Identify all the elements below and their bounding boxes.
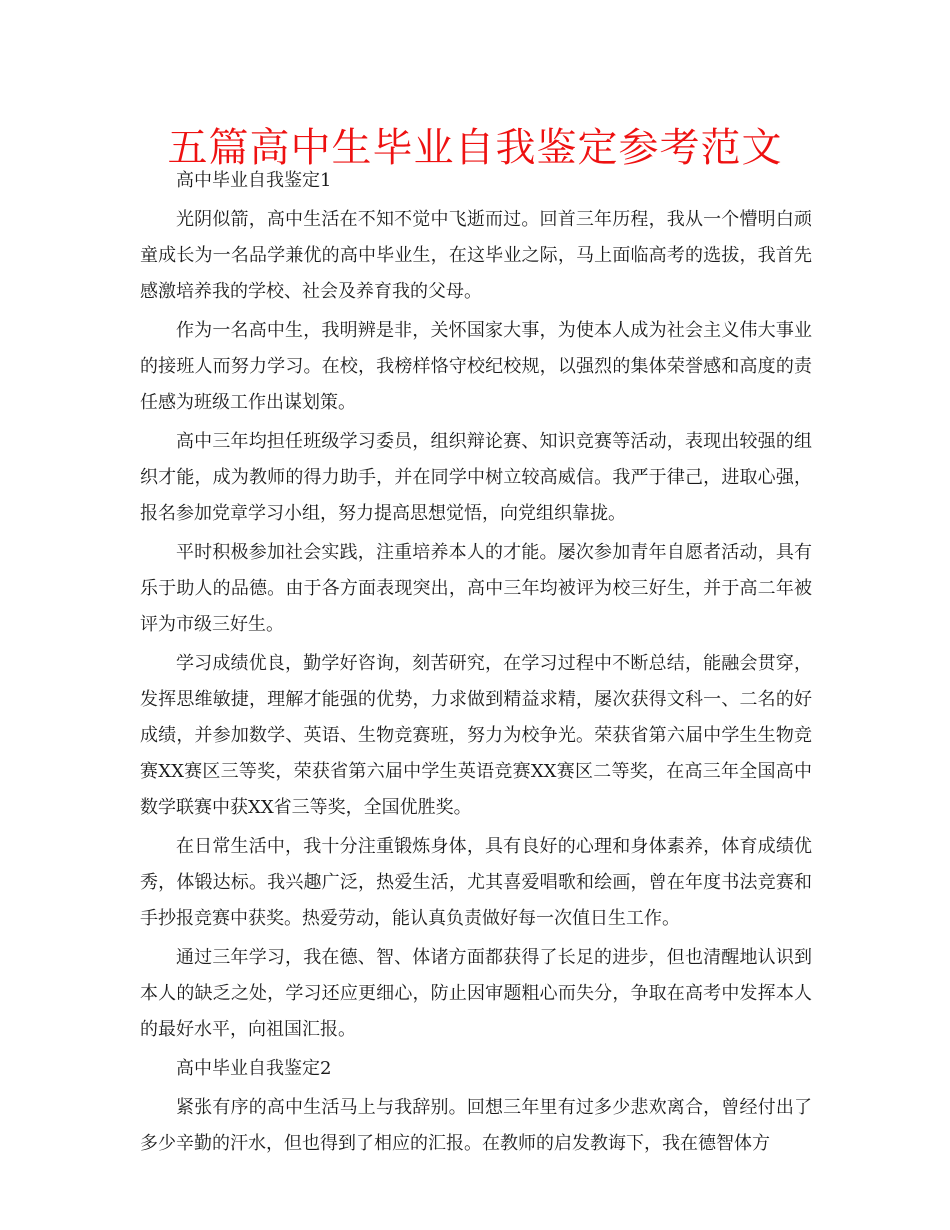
paragraph: 学习成绩优良，勤学好咨询，刻苦研究，在学习过程中不断总结，能融会贯穿，发挥思维敏捷，理解才能强的优势，力求做到精益求精，屡次获得文科一、二名的好成绩，并参加数学、英语、生物竞赛班，努力为校争光。荣获省第六届中学生生物竞赛XX赛区三等奖，荣获省第六届中学生英语竞赛XX赛区二等奖，在高三年全国高中数学联赛中获XX省三等奖，全国优胜奖。 <box>140 653 812 818</box>
section-heading-2: 高中毕业自我鉴定2 <box>176 1058 332 1079</box>
paragraph: 光阴似箭，高中生活在不知不觉中飞逝而过。回首三年历程，我从一个懵明白顽童成长为一名品学兼优的高中毕业生，在这毕业之际，马上面临高考的选拔，我首先感激培养我的学校、社会及养育我的父母。 <box>140 209 812 302</box>
paragraph: 作为一名高中生，我明辨是非，关怀国家大事，为使本人成为社会主义伟大事业的接班人而努力学习。在校，我榜样恪守校纪校规，以强烈的集体荣誉感和高度的责任感为班级工作出谋划策。 <box>140 320 812 413</box>
paragraph: 在日常生活中，我十分注重锻炼身体，具有良好的心理和身体素养，体育成绩优秀，体锻达标。我兴趣广泛，热爱生活，尤其喜爱唱歌和绘画，曾在年度书法竞赛和手抄报竞赛中获奖。热爱劳动，能认真负责做好每一次值日生工作。 <box>140 836 812 929</box>
paragraph: 高中三年均担任班级学习委员，组织辩论赛、知识竞赛等活动，表现出较强的组织才能，成为教师的得力助手，并在同学中树立较高威信。我严于律己，进取心强，报名参加党章学习小组，努力提高思想觉悟，向党组织靠拢。 <box>140 431 812 524</box>
paragraph: 平时积极参加社会实践，注重培养本人的才能。屡次参加青年自愿者活动，具有乐于助人的品德。由于各方面表现突出，高中三年均被评为校三好生，并于高二年被评为市级三好生。 <box>140 542 812 635</box>
document-body <box>140 163 812 1165</box>
paragraph: 紧张有序的高中生活马上与我辞别。回想三年里有过多少悲欢离合，曾经付出了多少辛勤的汗水，但也得到了相应的汇报。在教师的启发教诲下，我在德智体方 <box>140 1097 812 1154</box>
section-heading-1: 高中毕业自我鉴定1 <box>176 170 332 191</box>
paragraph: 通过三年学习，我在德、智、体诸方面都获得了长足的进步，但也清醒地认识到本人的缺乏之处，学习还应更细心，防止因审题粗心而失分，争取在高考中发挥本人的最好水平，向祖国汇报。 <box>140 947 812 1040</box>
document-title: 五篇高中生毕业自我鉴定参考范文 <box>167 125 783 171</box>
